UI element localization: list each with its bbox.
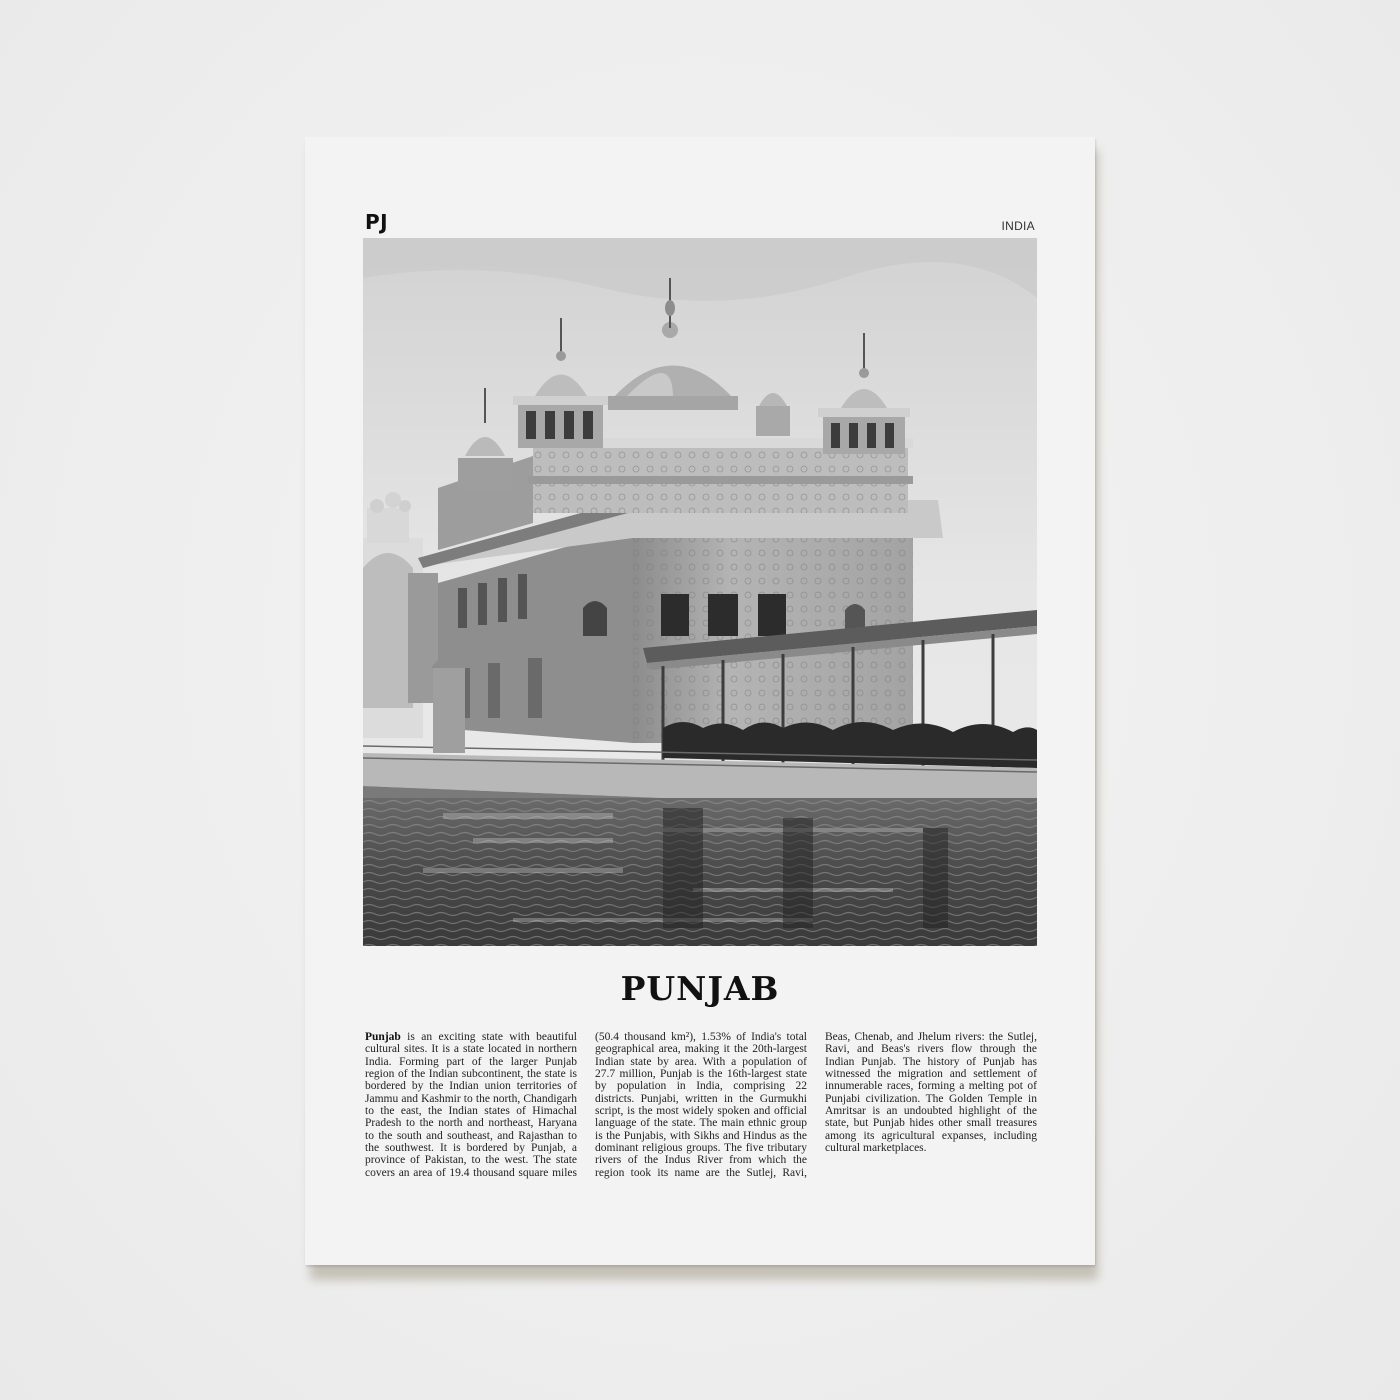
country-label: INDIA	[1001, 219, 1035, 233]
region-code: PJ	[365, 210, 389, 234]
poster	[305, 137, 1095, 1265]
golden-temple-photo	[363, 238, 1037, 946]
poster-description	[365, 1031, 1037, 1179]
description-text: is an exciting state with beautiful cultural sites. It is a state located in northern India. Forming part of the larger Punjab region of the Indian subcontinent, the state is bordered by the Indian union territories of Jammu and Kashmir to the north, Chandigarh to the east, the Indian states of Himachal Pradesh to the north and northeast, Haryana to the south and southeast, and Rajasthan to the southwest. It is bordered by Punjab, a province of Pakistan, to the west. The state covers an area of 19.4 thousand square miles (50.4 thousand km²), 1.53% of India's total geographical area, making it the 20th-largest Indian state by area. With a population of 27.7 million, Punjab is the 16th-largest state by population in India, comprising 22 districts. Punjabi, written in the Gurmukhi script, is the most widely spoken and official language of the state. The main ethnic group is the Punjabis, with Sikhs and Hindus as the dominant religious groups. The five tributary rivers of the Indus River from which the region took its name are the Sutlej, Ravi, Beas, Chenab, and Jhelum rivers: the Sutlej, Ravi, and Beas's rivers flow through the Indian Punjab. The history of Punjab has witnessed the migration and settlement of innumerable races, forming a melting pot of Punjabi civilization. The Golden Temple in Amritsar is an undoubted highlight of the state, but Punjab hides other small treasures among its agricultural expanses, including cultural marketplaces.	[365, 1031, 1037, 1179]
poster-title: PUNJAB	[620, 969, 780, 1008]
description-lead: Punjab	[365, 1031, 401, 1043]
